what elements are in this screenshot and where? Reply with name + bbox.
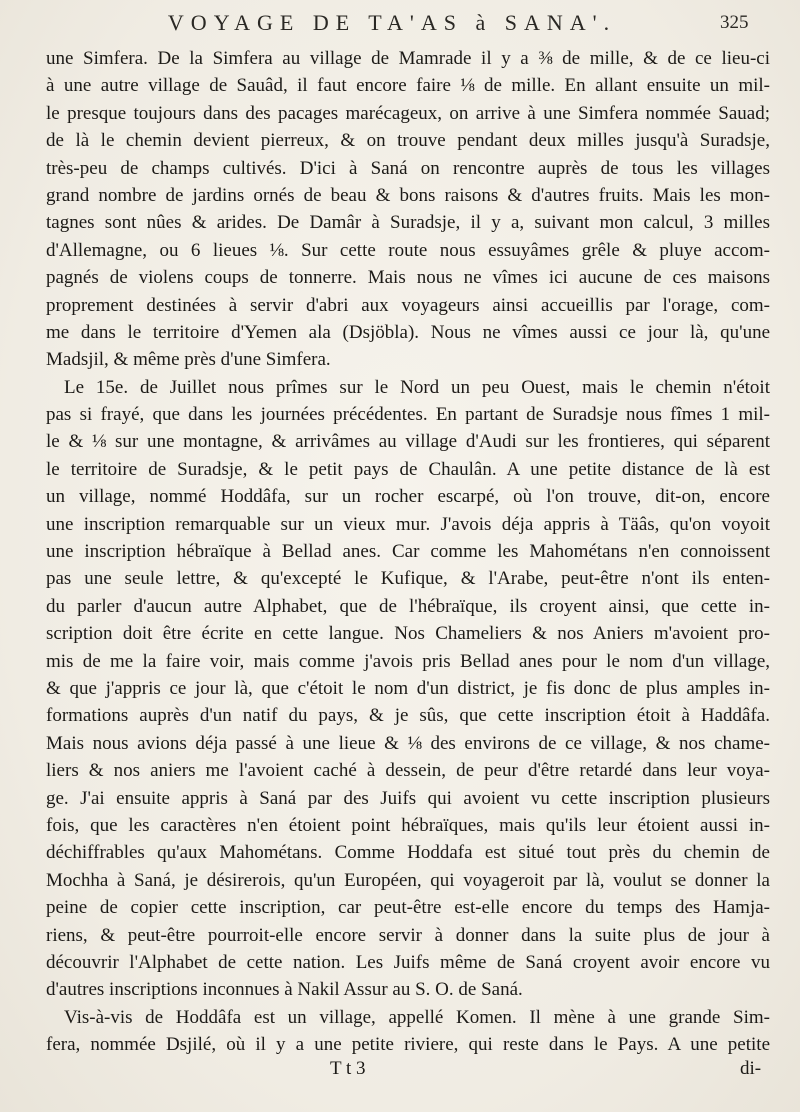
signature-mark: T t 3 xyxy=(330,1058,366,1079)
text-line: une inscription hébraïque à Bellad anes. Car comme les Mahométans n'en connoissent xyxy=(46,541,770,563)
text-line: fois, que les caractères n'en étoient point hébraïques, mais qu'ils leur étoient aussi in- xyxy=(46,814,770,836)
text-line: fera, nommée Dsjilé, où il y a une petite riviere, qui reste dans le Pays. A une petite xyxy=(46,1034,770,1056)
text-line: déchiffrables qu'aux Mahométans. Comme Hoddafa est situé tout près du chemin de xyxy=(46,842,770,864)
text-line: un village, nommé Hoddâfa, sur un rocher escarpé, où l'on trouve, dit-on, encore xyxy=(46,486,770,508)
text-line: Mochha à Saná, je désirerois, qu'un Européen, qui voyageroit par là, voulut se donner la xyxy=(46,869,770,891)
text-line: ge. J'ai ensuite appris à Saná par des Juifs qui avoient vu cette inscription plusieurs xyxy=(46,787,770,809)
text-line: Le 15e. de Juillet nous prîmes sur le Nord un peu Ouest, mais le chemin n'étoit xyxy=(64,376,770,398)
page-header xyxy=(0,8,800,44)
text-line: proprement destinées à servir d'abri aux voyageurs ainsi accueillis par l'orage, com- xyxy=(46,294,770,316)
text-line: riens, & peut-être pourroit-elle encore servir à donner dans la suite plus de jour à xyxy=(46,924,770,946)
text-line: d'autres inscriptions inconnues à Nakil Assur au S. O. de Saná. xyxy=(46,979,523,1001)
text-line: formations auprès d'un natif du pays, & je sûs, que cette inscription étoit à Haddâfa. xyxy=(46,705,770,727)
text-line: pas une seule lettre, & qu'excepté le Kufique, & l'Arabe, peut-être n'ont ils enten- xyxy=(46,568,770,590)
text-line: pas si frayé, que dans les journées précédentes. En partant de Suradsje nous fîmes 1 mil- xyxy=(46,404,770,426)
text-line: Mais nous avions déja passé à une lieue & ⅛ des environs de ce village, & nos chame- xyxy=(46,732,770,754)
text-line: scription doit être écrite en cette langue. Nos Chameliers & nos Aniers m'avoient pro- xyxy=(46,623,770,645)
text-line: une inscription remarquable sur un vieux mur. J'avois déja appris à Täâs, qu'on voyoit xyxy=(46,513,770,535)
text-line: le presque toujours dans des pacages marécageux, on arrive à une Simfera nommée Sauad; xyxy=(46,102,770,124)
body-text xyxy=(46,45,770,1058)
text-line: liers & nos aniers me l'avoient caché à dessein, de peur d'être retardé dans leur voya- xyxy=(46,760,770,782)
text-line: de là le chemin devient pierreux, & on trouve pendant deux milles jusqu'à Suradsje, xyxy=(46,130,770,152)
text-line: grand nombre de jardins ornés de beau & bons raisons & d'autres fruits. Mais les mon- xyxy=(46,184,770,206)
text-line: une Simfera. De la Simfera au village de Mamrade il y a ⅜ de mille, & de ce lieu-ci xyxy=(46,48,770,69)
text-line: Madsjil, & même près d'une Simfera. xyxy=(46,349,331,371)
page-footer xyxy=(0,1058,800,1088)
text-line: me dans le territoire d'Yemen ala (Dsjöbla). Nous ne vîmes aussi ce jour là, qu'une xyxy=(46,321,770,343)
text-line: d'Allemagne, ou 6 lieues ⅛. Sur cette route nous essuyâmes grêle & pluye accom- xyxy=(46,239,770,261)
text-line: & que j'appris ce jour là, que c'étoit le nom d'un district, je fis donc de plus amples in- xyxy=(46,677,770,699)
text-line: peine de copier cette inscription, car peut-être est-elle encore du temps des Hamja- xyxy=(46,897,770,919)
text-line: très-peu de champs cultivés. D'ici à Saná on rencontre auprès de tous les villages xyxy=(46,157,770,179)
page-number: 325 xyxy=(720,12,749,33)
text-line: découvrir l'Alphabet de cette nation. Les Juifs même de Saná croyent avoir encore vu xyxy=(46,951,770,973)
running-head: VOYAGE DE TA'AS à SANA'. xyxy=(167,10,617,35)
text-line: le territoire de Suradsje, & le petit pays de Chaulân. A une petite distance de là est xyxy=(46,458,770,480)
text-line: tagnes sont nûes & arides. De Damâr à Suradsje, il y a, suivant mon calcul, 3 milles xyxy=(46,212,770,234)
text-line: du parler d'aucun autre Alphabet, que de l'hébraïque, ils croyent ainsi, que cette in- xyxy=(46,595,770,617)
text-line: le & ⅛ sur une montagne, & arrivâmes au village d'Audi sur les frontieres, qui séparent xyxy=(46,431,770,453)
text-line: pagnés de violens coups de tonnerre. Mais nous ne vîmes ici aucune de ces maisons xyxy=(46,267,770,289)
text-line: Vis-à-vis de Hoddâfa est un village, appellé Komen. Il mène à une grande Sim- xyxy=(64,1006,770,1028)
text-line: mis de me la faire voir, mais comme j'avois pris Bellad anes pour le nom d'un village, xyxy=(46,650,770,672)
text-line: à une autre village de Sauâd, il faut encore faire ⅛ de mille. En allant ensuite un mil- xyxy=(46,75,770,97)
catchword: di- xyxy=(740,1058,762,1079)
